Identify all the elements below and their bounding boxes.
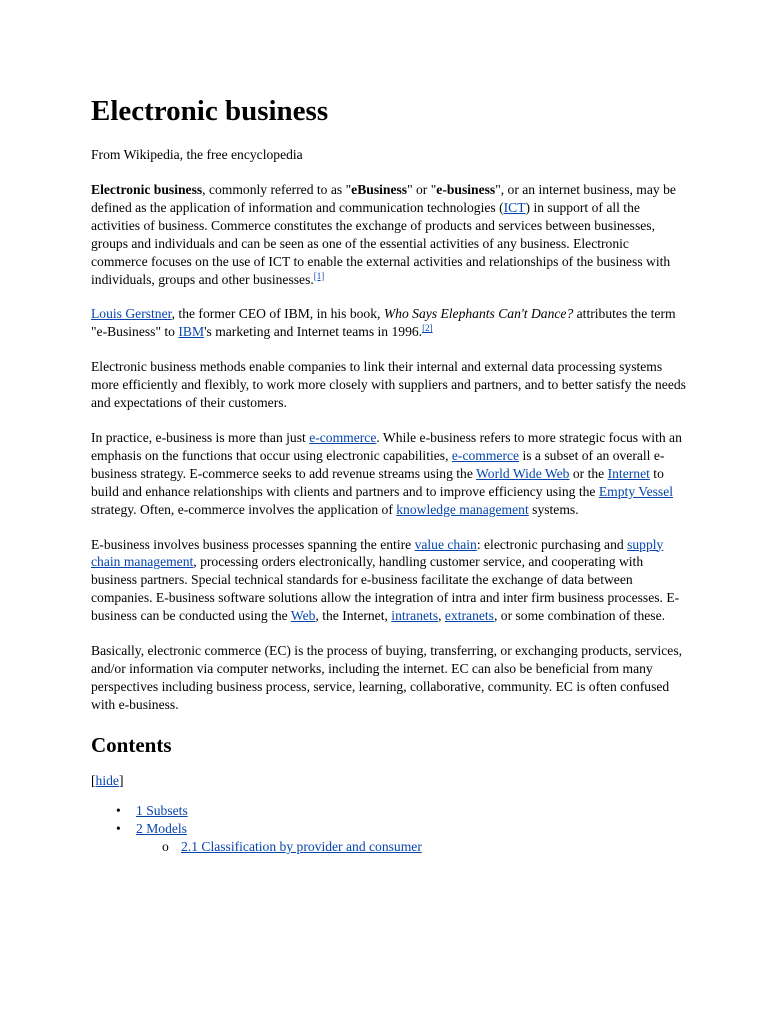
text-run: is a subset of an overall e-business strategy. E-commerce seeks to add revenue streams using the	[91, 447, 665, 481]
text-run: or the	[569, 465, 608, 481]
text-run: . While e-business refers to more strategic focus with an emphasis on the functions that occur using electronic capabilities,	[91, 429, 682, 463]
text-run: systems.	[528, 501, 579, 517]
bold-term: eBusiness	[351, 182, 408, 197]
link-e-commerce[interactable]: e-commerce	[451, 447, 520, 463]
text-run: In practice, e-business is more than just	[91, 429, 310, 445]
reference-link-2[interactable]: [2]	[422, 323, 433, 334]
text-run: ,	[438, 608, 445, 624]
link-web[interactable]: Web	[290, 608, 316, 624]
link-ict[interactable]: ICT	[503, 199, 526, 215]
paragraph-practice	[91, 429, 687, 519]
text-run: ) in support of all the activities of business. Commerce constitutes the exchange of products and services between businesses, groups and individuals and can be seen as one of the essential activities of any business. Electronic commerce focuses on the use of ICT to enable the external activities and relationships of the business with individuals, groups and other businesses.	[91, 199, 671, 287]
bullet-icon: •	[116, 820, 121, 836]
page-title: Electronic business	[91, 95, 329, 127]
text-run: : electronic purchasing and	[476, 536, 628, 552]
paragraph-processes	[91, 536, 687, 626]
link-ibm[interactable]: IBM	[178, 324, 205, 340]
toc-toggle	[91, 772, 687, 790]
link-extranets[interactable]: extranets	[444, 608, 494, 624]
site-tagline: From Wikipedia, the free encyclopedia	[91, 147, 303, 162]
text-run: ", or an internet business, may be defined as the application of information and communication technologies (	[91, 182, 676, 215]
link-knowledge-management[interactable]: knowledge management	[396, 501, 529, 517]
toc-item	[91, 820, 687, 838]
link-world-wide-web[interactable]: World Wide Web	[476, 465, 570, 481]
book-title: Who Says Elephants Can't Dance?	[383, 306, 574, 322]
text-run: strategy. Often, e-commerce involves the application of	[91, 501, 397, 517]
text-run: E-business involves business processes spanning the entire	[91, 536, 415, 552]
link-supply-chain-management[interactable]: supply chain management	[91, 536, 664, 570]
toc-link-classification[interactable]: 2.1 Classification by provider and consumer	[181, 838, 422, 854]
link-intranets[interactable]: intranets	[391, 608, 439, 624]
bold-term: Electronic business	[91, 182, 203, 197]
link-empty-vessel[interactable]: Empty Vessel	[598, 483, 674, 499]
toc-subitem	[91, 838, 687, 856]
text-run: 's marketing and Internet teams in 1996.	[204, 324, 423, 340]
reference-link-1[interactable]: [1]	[313, 270, 325, 281]
toc-link-subsets[interactable]: 1 Subsets	[136, 802, 188, 818]
text-run: " or "	[407, 182, 437, 197]
paragraph-gerstner	[91, 305, 687, 341]
text-run: , processing orders electronically, handling customer service, and cooperating with business partners. Special technical standards for e-business facilitate the exchange of data between companies. E-business software solutions allow the integration of intra and inter firm business processes. E-business can be conducted using the	[91, 554, 680, 624]
link-internet[interactable]: Internet	[607, 465, 650, 481]
article	[91, 92, 687, 856]
link-value-chain[interactable]: value chain	[414, 536, 477, 552]
paragraph-intro	[91, 181, 687, 288]
bold-term: e-business	[436, 182, 496, 197]
link-louis-gerstner[interactable]: Louis Gerstner	[91, 306, 172, 322]
paragraph-methods: Electronic business methods enable companies to link their internal and external data processing systems more efficiently and flexibly, to work more closely with suppliers and partners, and to better satisfy the needs and expectations of their customers.	[91, 359, 686, 411]
toc-item	[91, 802, 687, 820]
text-run: , commonly referred to as "	[202, 182, 352, 197]
bracket: [	[91, 772, 96, 788]
text-run: , the former CEO of IBM, in his book,	[171, 306, 384, 322]
contents-heading: Contents	[91, 732, 172, 757]
hide-toc-link[interactable]: hide	[95, 772, 119, 788]
text-run: to build and enhance relationships with clients and partners and to improve efficiency using the	[91, 465, 664, 499]
paragraph-basically: Basically, electronic commerce (EC) is the process of buying, transferring, or exchanging products, services, and/or information via computer networks, including the internet. EC can also be beneficial from many perspectives including business process, service, learning, collaborative, community. EC is often confused with e-business.	[91, 643, 683, 712]
toc-link-models[interactable]: 2 Models	[136, 820, 187, 836]
circle-bullet-icon: o	[162, 838, 169, 854]
bracket: ]	[118, 772, 124, 788]
table-of-contents	[91, 802, 687, 856]
text-run: attributes the term "e-Business" to	[91, 306, 676, 340]
link-e-commerce[interactable]: e-commerce	[309, 429, 377, 445]
bullet-icon: •	[116, 802, 121, 818]
text-run: , the Internet,	[315, 608, 392, 624]
text-run: , or some combination of these.	[493, 608, 666, 624]
